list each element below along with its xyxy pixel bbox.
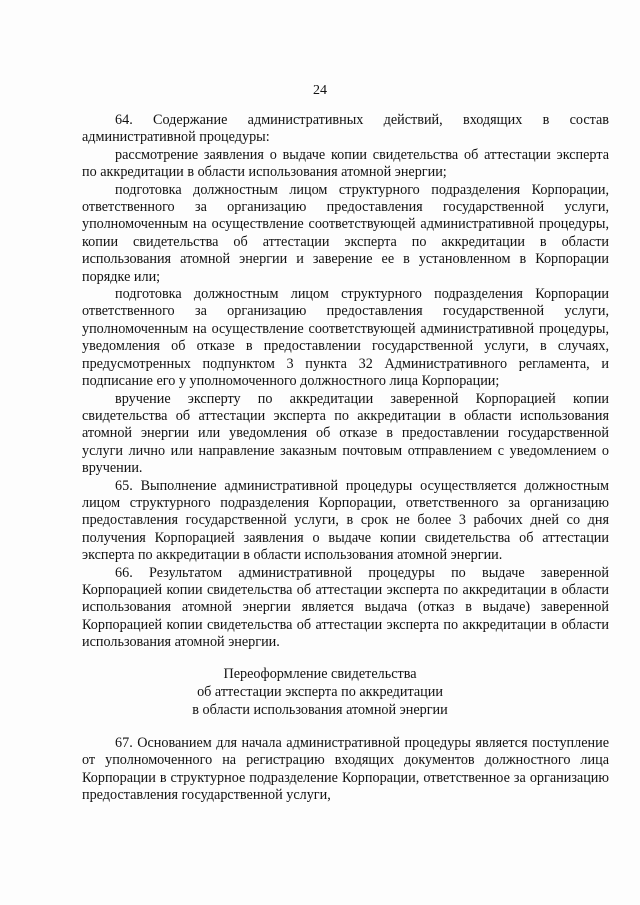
document-body xyxy=(82,112,609,652)
page-number: 24 xyxy=(313,83,327,98)
paragraph-64-item-2: подготовка должностным лицом структурного подразделения Корпорации, ответственного за организацию предоставления государственной услуги, уполномоченным на осуществление соответствующей административной процедуры, копии свидетельства об аттестации эксперта по аккредитации в области использования атомной энергии и заверение ее в установленном в Корпорации порядке или; xyxy=(82,181,609,285)
paragraph-65: 65. Выполнение административной процедуры осуществляется должностным лицом структурного подразделения Корпорации, ответственного за организацию предоставления государственной услуги, в срок не более 3 рабочих дней со дня получения Корпорацией заявления о выдаче копии свидетельства об аттестации эксперта по аккредитации в области использования атомной энергии. xyxy=(82,477,609,564)
paragraph-66: 66. Результатом административной процедуры по выдаче заверенной Корпорацией копии свидетельства об аттестации эксперта по аккредитации в области использования атомной энергии является выдача (отказ в выдаче) заверенной Корпорацией копии свидетельства об аттестации эксперта по аккредитации в области использования атомной энергии. xyxy=(82,564,609,651)
paragraph-64: 64. Содержание административных действий, входящих в состав административной процедуры: xyxy=(82,112,609,146)
section-heading xyxy=(0,665,640,719)
section-heading-line-1: Переоформление свидетельства xyxy=(223,666,417,682)
document-body-continued xyxy=(82,735,609,805)
paragraph-67: 67. Основанием для начала административной процедуры является поступление от уполномоченного на регистрацию входящих документов должностного лица Корпорации в структурное подразделение Корпорации, ответственное за организацию предоставления государственной услуги, xyxy=(82,735,609,804)
section-heading-line-3: в области использования атомной энергии xyxy=(192,702,448,718)
paragraph-64-item-3: подготовка должностным лицом структурного подразделения Корпорации ответственного за организацию предоставления государственной услуги, уполномоченным на осуществление соответствующей административной процедуры, уведомления об отказе в предоставлении государственной услуги, в случаях, предусмотренных подпунктом 3 пункта 32 Административного регламента, и подписание его у уполномоченного должностного лица Корпорации; xyxy=(82,286,609,390)
paragraph-64-item-4: вручение эксперту по аккредитации заверенной Корпорацией копии свидетельства об аттестации эксперта по аккредитации в области использования атомной энергии или уведомления об отказе в предоставлении государственной услуги лично или направление заказным почтовым отправлением с уведомлением о вручении. xyxy=(82,390,609,477)
paragraph-64-item-1: рассмотрение заявления о выдаче копии свидетельства об аттестации эксперта по аккредитации в области использования атомной энергии; xyxy=(82,146,609,181)
section-heading-line-2: об аттестации эксперта по аккредитации xyxy=(197,684,443,700)
